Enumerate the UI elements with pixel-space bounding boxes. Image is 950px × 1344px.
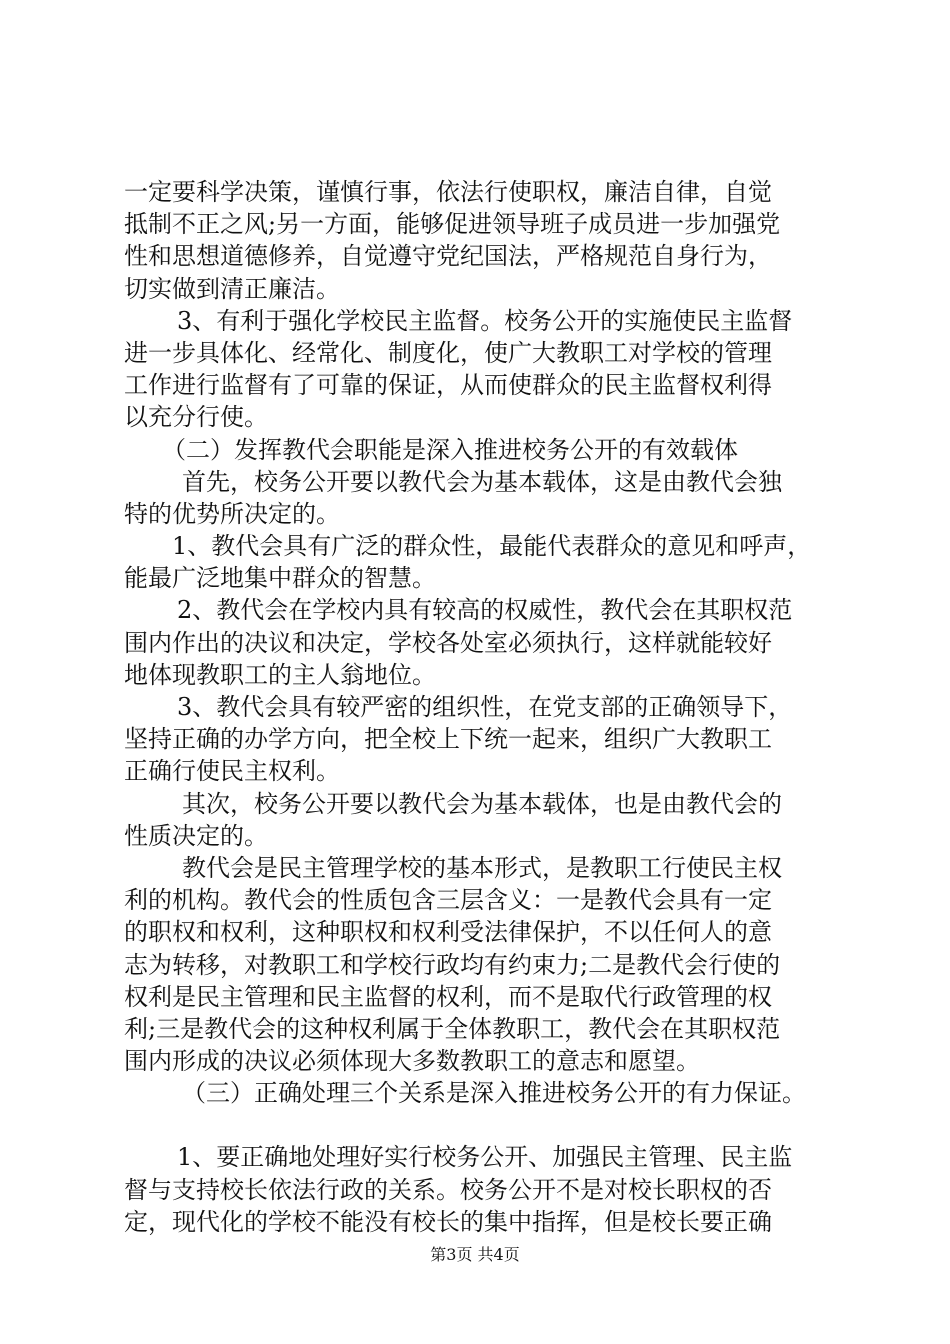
text-line: 1、要正确地处理好实行校务公开、加强民主管理、民主监 [177, 1143, 793, 1172]
text-line: 定，现代化的学校不能没有校长的集中指挥，但是校长要正确 [124, 1207, 772, 1236]
text-line: 进一步具体化、经常化、制度化，使广大教职工对学校的管理 [124, 338, 772, 367]
text-line: 性和思想道德修养，自觉遵守党纪国法，严格规范自身行为， [124, 242, 772, 271]
text-line: 3、教代会具有较严密的组织性，在党支部的正确领导下， [177, 693, 793, 721]
text-line: （二）发挥教代会职能是深入推进校务公开的有效载体 [162, 435, 738, 464]
text-line: 围内作出的决议和决定，学校各处室必须执行，这样就能较好 [124, 628, 772, 657]
text-line: 利的机构。教代会的性质包含三层含义：一是教代会具有一定 [124, 886, 772, 915]
text-line: 教代会是民主管理学校的基本形式，是教职工行使民主权 [182, 853, 782, 882]
text-line: 能最广泛地集中群众的智慧。 [124, 564, 436, 593]
text-line: 利;三是教代会的这种权利属于全体教职工，教代会在其职权范 [124, 1014, 781, 1043]
page-footer: 第3页 共4页 [430, 1245, 520, 1264]
text-line: 性质决定的。 [124, 821, 268, 850]
text-line: 围内形成的决议必须体现大多数教职工的意志和愿望。 [124, 1047, 700, 1076]
text-line: 正确行使民主权利。 [124, 757, 340, 786]
text-line: 2、教代会在学校内具有较高的权威性，教代会在其职权范 [177, 596, 793, 625]
text-line: 督与支持校长依法行政的关系。校务公开不是对校长职权的否 [124, 1175, 772, 1204]
text-line: 工作进行监督有了可靠的保证，从而使群众的民主监督权利得 [124, 371, 772, 400]
text-line: 特的优势所决定的。 [124, 499, 340, 528]
text-line: 志为转移，对教职工和学校行政均有约束力;二是教代会行使的 [124, 950, 781, 979]
text-line: 的职权和权利，这种职权和权利受法律保护，不以任何人的意 [124, 918, 772, 947]
text-line: 以充分行使。 [124, 403, 268, 432]
document-body [124, 176, 844, 1238]
text-line: 1、教代会具有广泛的群众性，最能代表群众的意见和呼声， [172, 532, 812, 561]
text-line: 坚持正确的办学方向，把全校上下统一起来，组织广大教职工 [124, 725, 772, 754]
text-line: 一定要科学决策，谨慎行事，依法行使职权，廉洁自律，自觉 [124, 178, 772, 206]
text-line: 3、有利于强化学校民主监督。校务公开的实施使民主监督 [177, 306, 793, 335]
text-line: 其次，校务公开要以教代会为基本载体，也是由教代会的 [182, 789, 782, 818]
text-line: 抵制不正之风;另一方面，能够促进领导班子成员进一步加强党 [124, 210, 781, 239]
text-line: 切实做到清正廉洁。 [124, 274, 340, 303]
text-line: 权利是民主管理和民主监督的权利，而不是取代行政管理的权 [124, 982, 772, 1011]
text-line [124, 1109, 844, 1141]
text-line: 首先，校务公开要以教代会为基本载体，这是由教代会独 [182, 467, 782, 496]
text-line: （三）正确处理三个关系是深入推进校务公开的有力保证。 [182, 1079, 806, 1108]
text-line: 地体现教职工的主人翁地位。 [124, 660, 436, 689]
